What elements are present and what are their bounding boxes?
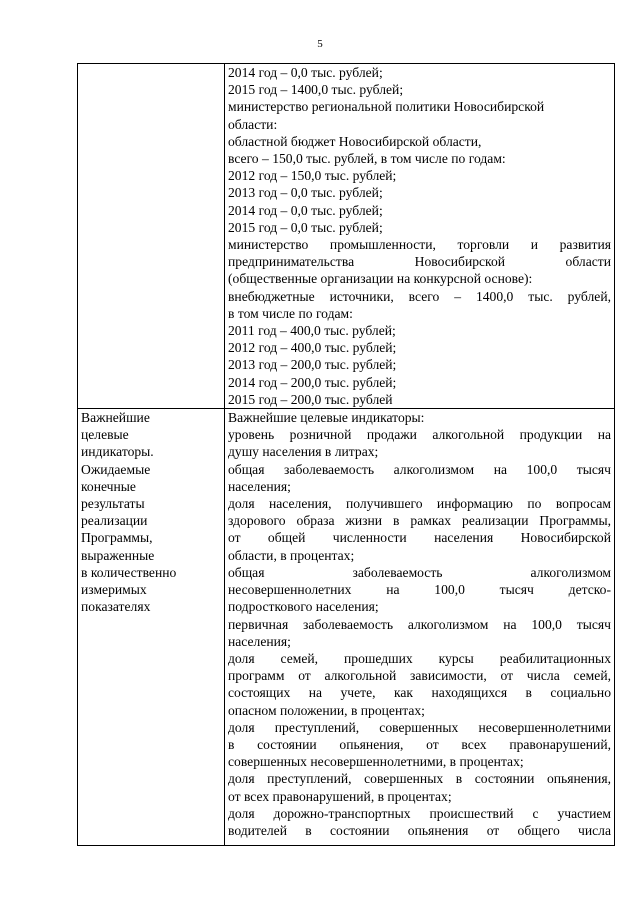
indicator-line: водителей в состоянии опьянения от общего числа xyxy=(228,822,611,838)
financing-line: области: xyxy=(228,116,278,132)
row1-left-cell xyxy=(78,64,225,409)
indicator-line: уровень розничной продажи алкогольной продукции на xyxy=(228,427,611,443)
financing-line: областной бюджет Новосибирской области, xyxy=(228,133,482,149)
indicator-line: душу населения в литрах; xyxy=(228,444,379,460)
financing-line: 2012 год – 150,0 тыс. рублей; xyxy=(228,168,397,184)
indicator-line: общая заболеваемость алкоголизмом на 100,0 тысяч xyxy=(228,461,611,477)
indicator-line: совершенных несовершеннолетними, в процентах; xyxy=(228,754,524,770)
row2-left-text xyxy=(81,409,221,615)
indicator-line: доля семей, прошедших курсы реабилитационных xyxy=(228,650,611,666)
financing-line: 2014 год – 200,0 тыс. рублей; xyxy=(228,374,397,390)
indicator-line: доля дорожно-транспортных происшествий с участием xyxy=(228,805,611,821)
indicator-line: состоящих на учете, как находящихся в социально xyxy=(228,685,611,701)
row1-right-cell xyxy=(225,64,615,409)
indicator-line: в состоянии опьянения, от всех правонарушений, xyxy=(228,736,611,752)
financing-line: всего – 150,0 тыс. рублей, в том числе по годам: xyxy=(228,151,506,167)
table-row-indicators xyxy=(78,409,615,846)
indicators-heading-line: конечные xyxy=(81,478,136,494)
indicator-line: общая заболеваемость алкоголизмом xyxy=(228,564,611,580)
financing-line: 2012 год – 400,0 тыс. рублей; xyxy=(228,340,397,356)
indicator-line: от всех правонарушений, в процентах; xyxy=(228,788,452,804)
program-passport-table xyxy=(77,63,615,846)
row2-right-cell xyxy=(225,409,615,846)
indicator-line: первичная заболеваемость алкоголизмом на 100,0 тысяч xyxy=(228,616,611,632)
indicator-line: Важнейшие целевые индикаторы: xyxy=(228,410,425,426)
financing-line: 2015 год – 0,0 тыс. рублей; xyxy=(228,219,383,235)
indicator-line: населения; xyxy=(228,633,291,649)
financing-line: 2013 год – 0,0 тыс. рублей; xyxy=(228,185,383,201)
financing-line: 2013 год – 200,0 тыс. рублей; xyxy=(228,357,397,373)
financing-line: 2015 год – 200,0 тыс. рублей xyxy=(228,391,393,407)
indicator-line: доля населения, получившего информацию по вопросам xyxy=(228,496,611,512)
financing-line: 2014 год – 0,0 тыс. рублей; xyxy=(228,202,383,218)
indicator-line: программ от алкогольной зависимости, от числа семей, xyxy=(228,668,611,684)
row1-right-text xyxy=(228,64,611,408)
page-number: 5 xyxy=(317,38,323,50)
row2-right-text xyxy=(228,409,611,839)
financing-line: 2011 год – 400,0 тыс. рублей; xyxy=(228,323,396,339)
indicator-line: подросткового населения; xyxy=(228,599,379,615)
indicators-heading-line: индикаторы. xyxy=(81,444,154,460)
indicator-line: несовершеннолетних на 100,0 тысяч детско- xyxy=(228,582,611,598)
indicators-heading-line: целевые xyxy=(81,427,129,443)
indicator-line: здорового образа жизни в рамках реализации Программы, xyxy=(228,513,611,529)
financing-line: 2014 год – 0,0 тыс. рублей; xyxy=(228,65,383,80)
table-row-financing xyxy=(78,64,615,409)
financing-line: внебюджетные источники, всего – 1400,0 тыс. рублей, xyxy=(228,288,611,304)
indicators-heading-line: измеримых xyxy=(81,582,147,598)
indicator-line: доля преступлений, совершенных несовершеннолетними xyxy=(228,719,611,735)
financing-line: министерство промышленности, торговли и развития xyxy=(228,237,611,253)
indicators-heading-line: выраженные xyxy=(81,547,155,563)
financing-line: 2015 год – 1400,0 тыс. рублей; xyxy=(228,82,404,98)
indicators-heading-line: Важнейшие xyxy=(81,410,150,426)
indicators-heading-line: результаты xyxy=(81,496,145,512)
indicators-heading-line: в количественно xyxy=(81,564,177,580)
financing-line: (общественные организации на конкурсной основе): xyxy=(228,271,533,287)
indicators-heading-line: показателях xyxy=(81,599,151,615)
financing-line: предпринимательства Новосибирской области xyxy=(228,254,611,270)
row2-left-cell xyxy=(78,409,225,846)
indicator-line: опасном положении, в процентах; xyxy=(228,702,425,718)
indicators-heading-line: Программы, xyxy=(81,530,153,546)
indicator-line: доля преступлений, совершенных в состоянии опьянения, xyxy=(228,771,611,787)
indicator-line: населения; xyxy=(228,478,291,494)
financing-line: министерство региональной политики Новосибирской xyxy=(228,99,545,115)
indicators-heading-line: реализации xyxy=(81,513,148,529)
indicator-line: от общей численности населения Новосибирской xyxy=(228,530,611,546)
financing-line: в том числе по годам: xyxy=(228,305,353,321)
indicator-line: области, в процентах; xyxy=(228,547,355,563)
indicators-heading-line: Ожидаемые xyxy=(81,461,151,477)
